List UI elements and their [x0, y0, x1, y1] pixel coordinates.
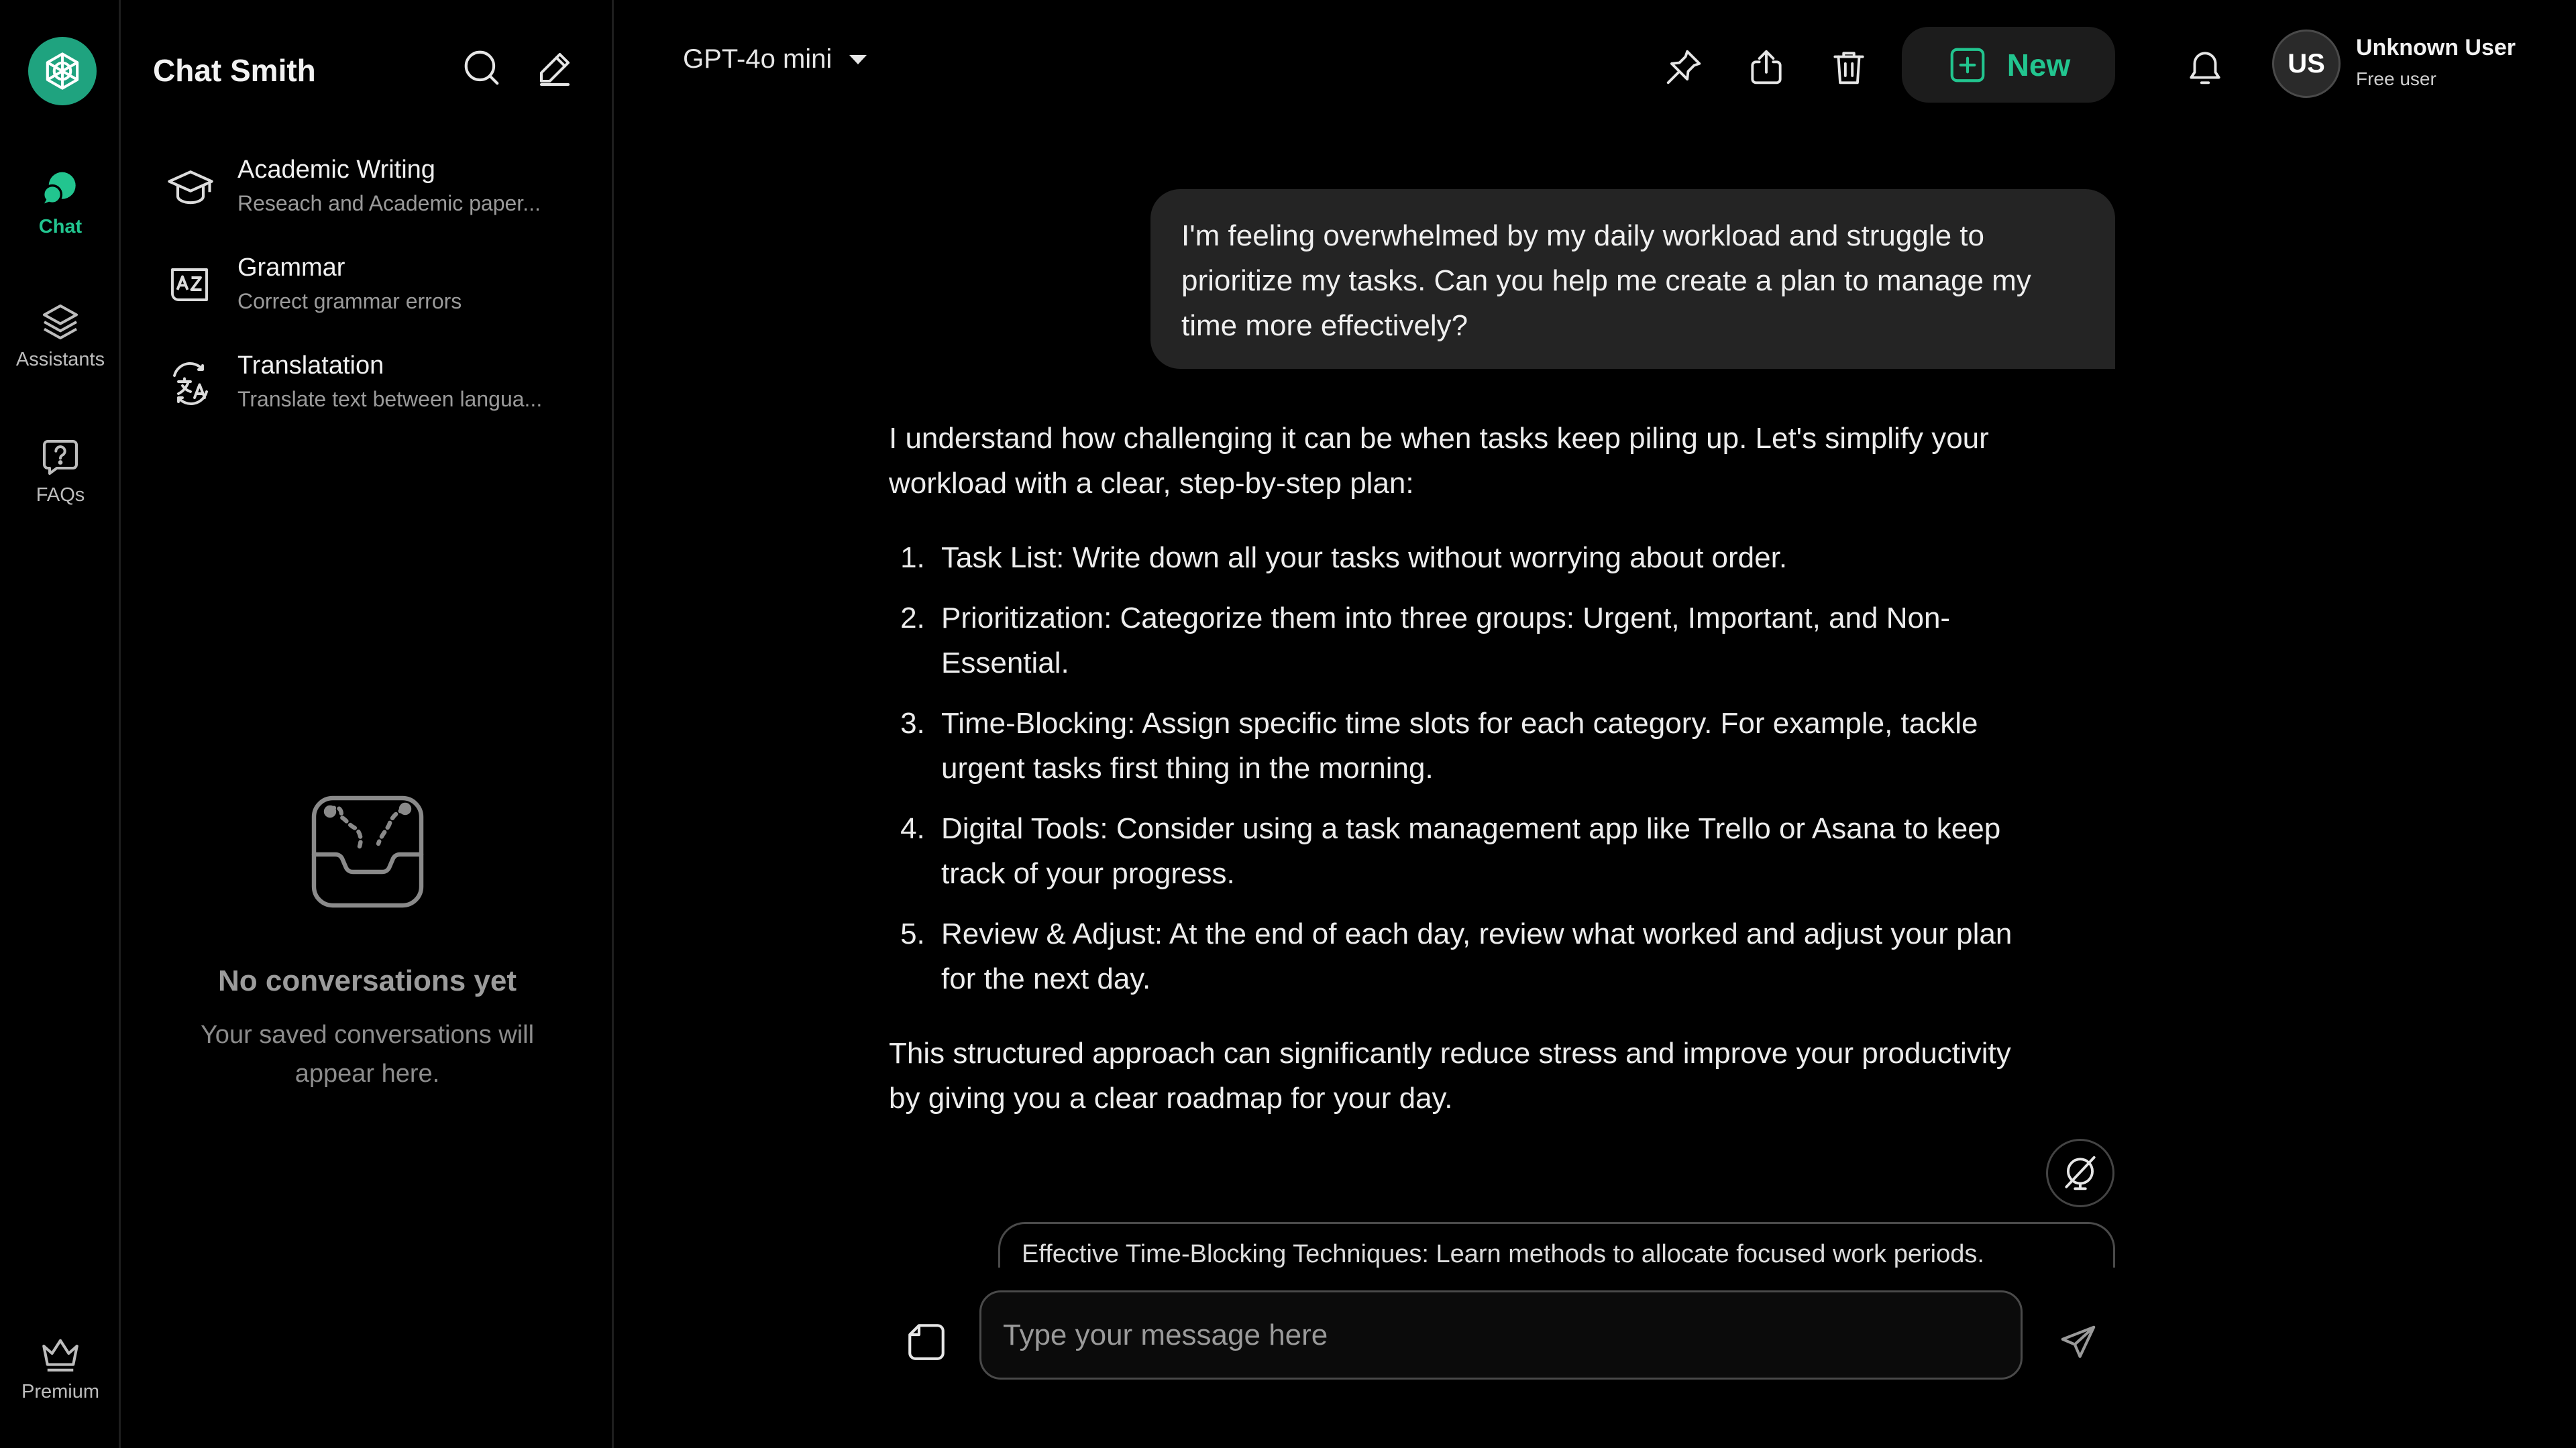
trash-icon [1828, 46, 1870, 88]
assistants-panel [121, 0, 614, 1448]
translate-icon [165, 358, 216, 409]
answer-steps-list [933, 535, 2043, 1001]
empty-title: No conversations yet [217, 964, 517, 997]
new-chat-button[interactable] [1902, 27, 2115, 103]
search-button[interactable] [460, 46, 504, 90]
suggestion-chip[interactable]: Effective Time-Blocking Techniques: Learn methods to allocate focused work periods. [998, 1222, 2115, 1268]
user-plan: Free user [2356, 68, 2436, 89]
empty-description-line-2: appear here. [294, 1060, 440, 1088]
new-button-label: New [2006, 47, 2071, 82]
assistant-item-academic-writing[interactable] [165, 156, 594, 236]
empty-description-line-1: Your saved conversations will [200, 1021, 535, 1049]
rail-item-premium[interactable] [0, 1331, 121, 1403]
edit-pencil-icon [535, 48, 575, 88]
send-button[interactable] [2054, 1319, 2102, 1367]
assistant-subtitle: Correct grammar errors [237, 289, 462, 313]
list-item: 4. Digital Tools: Consider using a task management app like Trello or Asana to keep track of your progress. [933, 806, 2043, 896]
list-item: 2. Prioritization: Categorize them into three groups: Urgent, Important, and Non-Essential. [933, 596, 2043, 685]
share-upload-icon [1746, 46, 1787, 88]
pin-icon [1663, 46, 1705, 88]
empty-conversations [121, 785, 614, 1093]
message-input[interactable] [979, 1290, 2023, 1380]
new-chat-edit-button[interactable] [533, 46, 577, 90]
list-item: 5. Review & Adjust: At the end of each day, review what worked and adjust your plan for the next day. [933, 911, 2043, 1001]
assistant-item-translation[interactable] [165, 351, 594, 432]
left-rail [0, 0, 121, 1448]
assistant-message [889, 416, 2043, 1121]
question-icon [39, 436, 82, 479]
graduation-cap-icon [165, 162, 216, 213]
assistant-title: Translatation [237, 351, 384, 380]
app-title: Chat Smith [153, 53, 316, 88]
rail-item-chat[interactable] [0, 168, 121, 238]
rail-item-label: Assistants [15, 349, 105, 370]
rail-item-label: FAQs [36, 484, 85, 506]
assistant-title: Academic Writing [237, 156, 435, 184]
chevron-down-icon [848, 53, 868, 66]
bell-icon [2184, 46, 2226, 88]
pin-button[interactable] [1657, 40, 1711, 94]
crown-icon [38, 1331, 83, 1376]
model-selector[interactable] [683, 44, 868, 74]
grammar-az-icon [165, 260, 216, 311]
openai-logo-icon[interactable] [28, 37, 97, 105]
list-item: 3. Time-Blocking: Assign specific time slots for each category. For example, tackle urgent tasks first thing in the morning. [933, 701, 2043, 791]
rail-item-label: Chat [38, 216, 83, 237]
chat-bubble-icon [39, 168, 82, 211]
assistant-item-grammar[interactable] [165, 254, 594, 334]
search-icon [461, 47, 502, 89]
attach-button[interactable] [903, 1319, 950, 1366]
share-button[interactable] [1739, 40, 1793, 94]
notifications-button[interactable] [2178, 40, 2232, 94]
send-icon [2057, 1322, 2099, 1363]
assistant-title: Grammar [237, 254, 345, 282]
assistant-subtitle: Reseach and Academic paper... [237, 191, 541, 215]
rail-item-assistants[interactable] [0, 300, 121, 371]
list-item: 1. Task List: Write down all your tasks without worrying about order. [933, 535, 2043, 580]
answer-outro: This structured approach can significantly reduce stress and improve your productivity by giving you a clear roadmap for your day. [889, 1037, 2011, 1115]
layers-icon [39, 300, 82, 343]
mute-icon [2059, 1152, 2101, 1194]
mute-voice-button[interactable] [2046, 1139, 2114, 1207]
assistant-subtitle: Translate text between langua... [237, 387, 543, 411]
answer-intro: I understand how challenging it can be when tasks keep piling up. Let's simplify your workload with a clear, step-by-step plan: [889, 422, 1989, 500]
empty-inbox-icon [301, 785, 435, 919]
rail-item-label: Premium [21, 1381, 99, 1402]
model-name: GPT-4o mini [683, 44, 833, 74]
user-name: Unknown User [2356, 35, 2516, 60]
avatar[interactable]: US [2272, 30, 2341, 98]
user-message: I'm feeling overwhelmed by my daily workload and struggle to prioritize my tasks. Can you help me create a plan to manage my time more effectively? [1150, 189, 2115, 369]
plus-square-icon [1947, 44, 1988, 86]
delete-button[interactable] [1822, 40, 1876, 94]
attachment-file-icon [904, 1320, 949, 1364]
rail-item-faqs[interactable] [0, 436, 121, 506]
